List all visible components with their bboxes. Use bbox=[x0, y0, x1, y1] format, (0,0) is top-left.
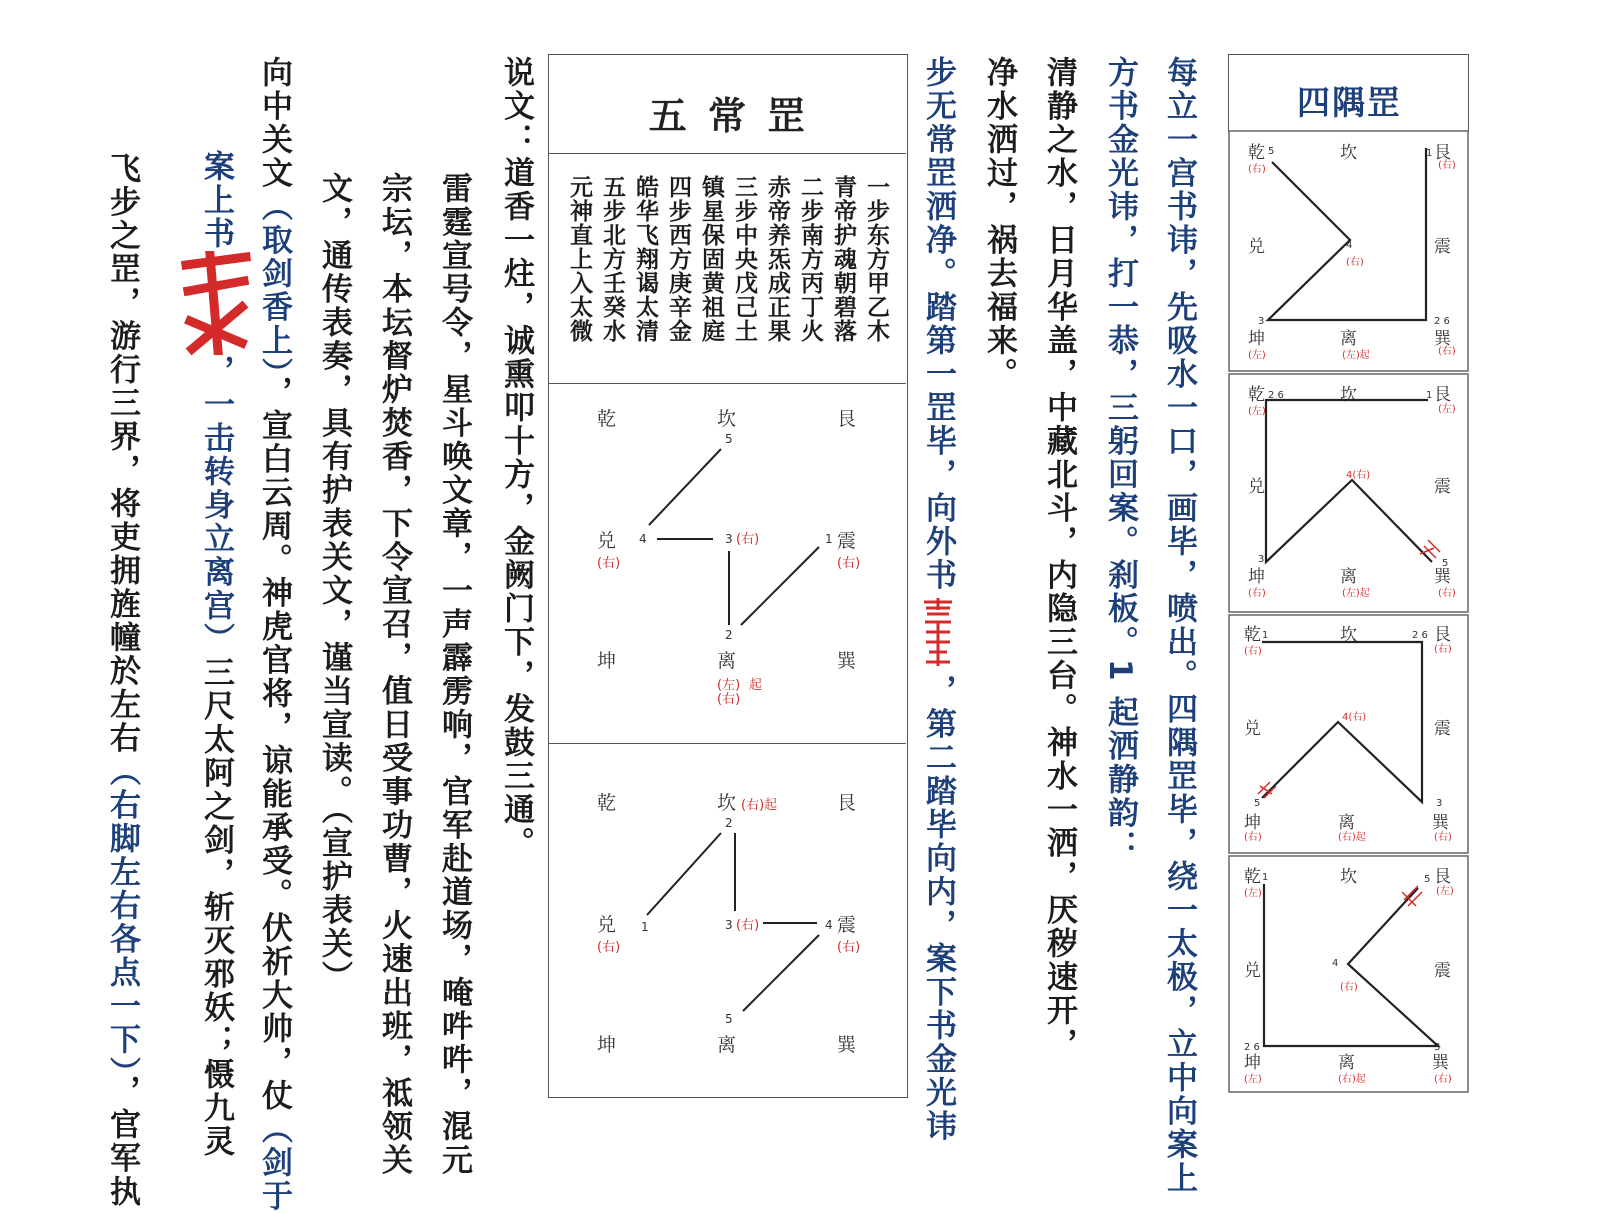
text-segment: （宣护表关） bbox=[316, 809, 352, 995]
direction-mark: (左)起 bbox=[1342, 586, 1370, 599]
gua-label: 巽 bbox=[1434, 329, 1452, 349]
step-number: 3 bbox=[1436, 798, 1442, 809]
gua-label: 巽 bbox=[1434, 567, 1452, 587]
gua-label: 兑 bbox=[597, 914, 616, 936]
gua-label: 乾 bbox=[1244, 867, 1261, 887]
step-number: 2 6 bbox=[1412, 630, 1428, 641]
gua-label: 坎 bbox=[717, 792, 736, 814]
direction-mark: (右) bbox=[837, 940, 860, 955]
gua-label: 乾 bbox=[1244, 625, 1261, 645]
step-number: 1 bbox=[1426, 148, 1432, 159]
gua-label: 坎 bbox=[1340, 867, 1357, 887]
text-column: 清静之水，日月华盖，中藏北斗，内隐三台。神水一洒，厌秽速开， bbox=[1043, 56, 1074, 1061]
step-number: 3 bbox=[725, 918, 733, 932]
talisman-icon bbox=[921, 596, 955, 670]
direction-mark: (右)起 bbox=[1338, 1072, 1366, 1085]
gua-label: 坎 bbox=[1340, 143, 1357, 163]
poem-line: 四步西方庚辛金 bbox=[666, 175, 689, 343]
wuchang-title: 五 常 罡 bbox=[549, 85, 909, 140]
step-number: 4 bbox=[825, 918, 833, 932]
direction-mark: (左)起 bbox=[1342, 348, 1370, 361]
gua-label: 艮 bbox=[1434, 867, 1451, 887]
direction-mark: (左) bbox=[1438, 402, 1456, 415]
gua-label: 坎 bbox=[717, 408, 736, 430]
step-number: 2 6 bbox=[1244, 1042, 1260, 1053]
direction-mark: (右) bbox=[1438, 159, 1456, 171]
text-segment: ，宣白云周。神虎官将，谅能承受。伏祈大帅，仗 bbox=[256, 376, 292, 1113]
direction-mark: (右)起 bbox=[741, 797, 777, 813]
text-column: 净水洒过，祸去福来。 bbox=[983, 56, 1014, 391]
gua-label: 巽 bbox=[1432, 813, 1450, 833]
gua-label: 坤 bbox=[1244, 813, 1261, 833]
direction-mark: (右) bbox=[1346, 256, 1364, 268]
siyu-title: 四隅罡 bbox=[1229, 77, 1470, 124]
direction-mark: 4(右) bbox=[1342, 711, 1366, 723]
text-segment: （剑于 bbox=[256, 1113, 292, 1213]
talisman-mark-icon bbox=[1258, 782, 1276, 798]
text-segment: ，第二踏毕向内，案下书金光讳 bbox=[920, 674, 956, 1143]
step-number: 1 bbox=[1426, 390, 1432, 401]
gua-label: 震 bbox=[1434, 961, 1451, 981]
text-segment: （取剑香上） bbox=[256, 190, 292, 376]
text-column bbox=[258, 56, 289, 1213]
direction-mark: (右) bbox=[837, 556, 860, 571]
direction-mark: (右) bbox=[1434, 831, 1452, 843]
step-number: 1 bbox=[825, 532, 833, 546]
poem-line: 三步中央戊己土 bbox=[732, 175, 755, 343]
gua-label: 离 bbox=[717, 650, 736, 672]
direction-mark: (左) bbox=[1436, 884, 1454, 897]
gua-label: 坤 bbox=[597, 1034, 616, 1056]
direction-mark: (右) bbox=[736, 918, 759, 933]
step-number: 5 bbox=[1424, 874, 1430, 885]
gua-label: 离 bbox=[1338, 1053, 1355, 1073]
step-number: 3 bbox=[725, 532, 733, 546]
gua-label: 震 bbox=[1434, 477, 1451, 497]
text-column: 每立一宫书讳，先吸水一口，画毕，喷出。四隅罡毕，绕一太极，立中向案上 bbox=[1163, 56, 1194, 1195]
direction-mark: (右) bbox=[1434, 1073, 1452, 1085]
gua-label: 艮 bbox=[1434, 143, 1451, 163]
wuchang-diagram-2 bbox=[549, 745, 906, 1095]
poem-line: 一步东方甲乙木 bbox=[864, 175, 887, 343]
direction-mark: (右) bbox=[1248, 163, 1266, 175]
step-number: 3 bbox=[1258, 316, 1264, 327]
step-number: 3 bbox=[1258, 554, 1264, 565]
poem-line: 赤帝养炁成正果 bbox=[765, 175, 788, 343]
siyu-diagrams bbox=[1228, 130, 1469, 1094]
text-column: 雷霆宣号令，星斗唤文章，一声霹雳响，官军赴道场，唵吽吽，混元 bbox=[438, 172, 469, 1177]
direction-mark: (右) bbox=[597, 556, 620, 571]
step-number: 5 bbox=[725, 1012, 733, 1026]
siyu-header bbox=[1228, 54, 1469, 132]
gua-label: 兑 bbox=[597, 530, 616, 552]
text-segment: 三尺太阿之剑，斩灭邪妖；慑九灵 bbox=[198, 656, 234, 1159]
direction-mark: (右) bbox=[597, 940, 620, 955]
step-number: 2 bbox=[725, 816, 733, 830]
gua-label: 乾 bbox=[1248, 385, 1265, 405]
gua-label: 乾 bbox=[597, 792, 616, 814]
step-number: 5 bbox=[1268, 146, 1274, 157]
divider bbox=[549, 383, 906, 384]
step-number: 5 bbox=[1254, 798, 1260, 809]
text-segment: ，官军执 bbox=[104, 1075, 140, 1209]
wuchang-panel bbox=[548, 54, 908, 1098]
step-number: 1 bbox=[1262, 630, 1268, 641]
sword-talisman-icon bbox=[180, 251, 252, 355]
text-column: 说文：道香一炷，诚熏叩十方，金阙门下，发鼓三通。 bbox=[500, 56, 531, 860]
gua-label: 离 bbox=[1340, 329, 1357, 349]
direction-mark: (右) bbox=[1244, 831, 1262, 843]
gua-label: 坤 bbox=[1248, 329, 1265, 349]
step-number: 4 bbox=[1332, 958, 1338, 969]
gua-label: 离 bbox=[1338, 813, 1355, 833]
poem-line: 五步北方壬癸水 bbox=[600, 175, 623, 343]
text-column bbox=[180, 150, 252, 1159]
text-column bbox=[106, 152, 137, 1209]
text-column bbox=[318, 172, 349, 994]
direction-mark: (右) bbox=[1244, 645, 1262, 657]
gua-label: 艮 bbox=[1434, 625, 1451, 645]
gua-label: 兑 bbox=[1244, 719, 1261, 739]
gua-label: 震 bbox=[1434, 719, 1451, 739]
gua-label: 离 bbox=[1340, 567, 1357, 587]
gua-label: 坤 bbox=[1248, 567, 1265, 587]
step-number: 4 bbox=[1346, 240, 1352, 251]
direction-mark: 4(右) bbox=[1346, 469, 1370, 481]
step-number: 1 bbox=[1262, 872, 1268, 883]
direction-mark: (左) bbox=[717, 678, 740, 693]
text-column: 方书金光讳，打一恭，三躬回案。刹板。1 起洒静韵： bbox=[1104, 56, 1135, 864]
text-segment: 向中关文 bbox=[256, 56, 292, 190]
text-column: 宗坛，本坛督炉焚香，下令宣召，值日受事功曹，火速出班，祗领关 bbox=[378, 172, 409, 1177]
gua-label: 离 bbox=[717, 1034, 736, 1056]
gua-label: 震 bbox=[837, 914, 856, 936]
text-segment: 案上书 bbox=[198, 150, 234, 251]
gua-label: 乾 bbox=[597, 408, 616, 430]
gua-label: 坤 bbox=[597, 650, 616, 672]
gua-label: 震 bbox=[837, 530, 856, 552]
step-number: 3 bbox=[1434, 1042, 1440, 1053]
gua-label: 艮 bbox=[837, 792, 856, 814]
poem-line: 青帝护魂朝碧落 bbox=[831, 175, 854, 343]
text-segment: 步无常罡洒净。踏第一罡毕，向外书 bbox=[920, 56, 956, 592]
text-segment: ，一击转身立离宫） bbox=[198, 355, 234, 657]
step-number: 2 6 bbox=[1434, 316, 1450, 327]
divider bbox=[549, 743, 906, 744]
gua-label: 巽 bbox=[1432, 1053, 1450, 1073]
gua-label: 坎 bbox=[1340, 625, 1357, 645]
direction-mark: (右) bbox=[1438, 587, 1456, 599]
text-segment: 文，通传表奏，具有护表关文，谨当宣读。 bbox=[316, 172, 352, 809]
direction-mark: (右) bbox=[736, 532, 759, 547]
gua-label: 乾 bbox=[1248, 143, 1265, 163]
gua-label: 坤 bbox=[1244, 1053, 1261, 1073]
text-segment: 飞步之罡，游行三界，将吏拥旌幢於左右 bbox=[104, 152, 140, 755]
poem-line: 皓华飞翔谒太清 bbox=[633, 175, 656, 343]
poem-line: 元神直上入太微 bbox=[567, 175, 590, 343]
step-number: 5 bbox=[1442, 558, 1448, 569]
direction-mark: (右)起 bbox=[1338, 830, 1366, 843]
gua-label: 巽 bbox=[837, 1034, 857, 1056]
poem-line: 镇星保固黄祖庭 bbox=[699, 175, 722, 343]
direction-mark: (右) bbox=[1340, 981, 1358, 993]
gua-label: 兑 bbox=[1248, 477, 1265, 497]
text-segment: （右脚左右各点一下） bbox=[104, 755, 140, 1075]
gua-label: 震 bbox=[1434, 237, 1451, 257]
gua-label: 兑 bbox=[1248, 237, 1265, 257]
gua-label: 兑 bbox=[1244, 961, 1261, 981]
direction-mark: (左) bbox=[1244, 886, 1262, 899]
gua-label: 巽 bbox=[837, 650, 857, 672]
direction-mark: (右) bbox=[1248, 587, 1266, 599]
step-number: 4 bbox=[639, 532, 647, 546]
gua-label: 艮 bbox=[1434, 385, 1451, 405]
direction-mark: (左) bbox=[1248, 404, 1266, 417]
step-number: 5 bbox=[725, 432, 733, 446]
step-number: 2 6 bbox=[1268, 390, 1284, 401]
direction-mark: (右) bbox=[717, 692, 740, 707]
direction-mark: (右) bbox=[1434, 643, 1452, 655]
direction-mark: (左) bbox=[1248, 348, 1266, 361]
talisman-mark-icon bbox=[1420, 540, 1440, 558]
direction-mark: (右) bbox=[1438, 345, 1456, 357]
gua-label: 艮 bbox=[837, 408, 856, 430]
text-column bbox=[921, 56, 955, 1143]
step-number: 2 bbox=[725, 628, 733, 642]
wuchang-diagram-1 bbox=[549, 385, 906, 741]
gua-label: 坎 bbox=[1340, 385, 1357, 405]
direction-mark: (左) bbox=[1244, 1072, 1262, 1085]
divider bbox=[549, 153, 906, 154]
poem-line: 二步南方丙丁火 bbox=[798, 175, 821, 343]
step-number: 1 bbox=[641, 920, 649, 934]
direction-mark: 起 bbox=[749, 677, 762, 693]
